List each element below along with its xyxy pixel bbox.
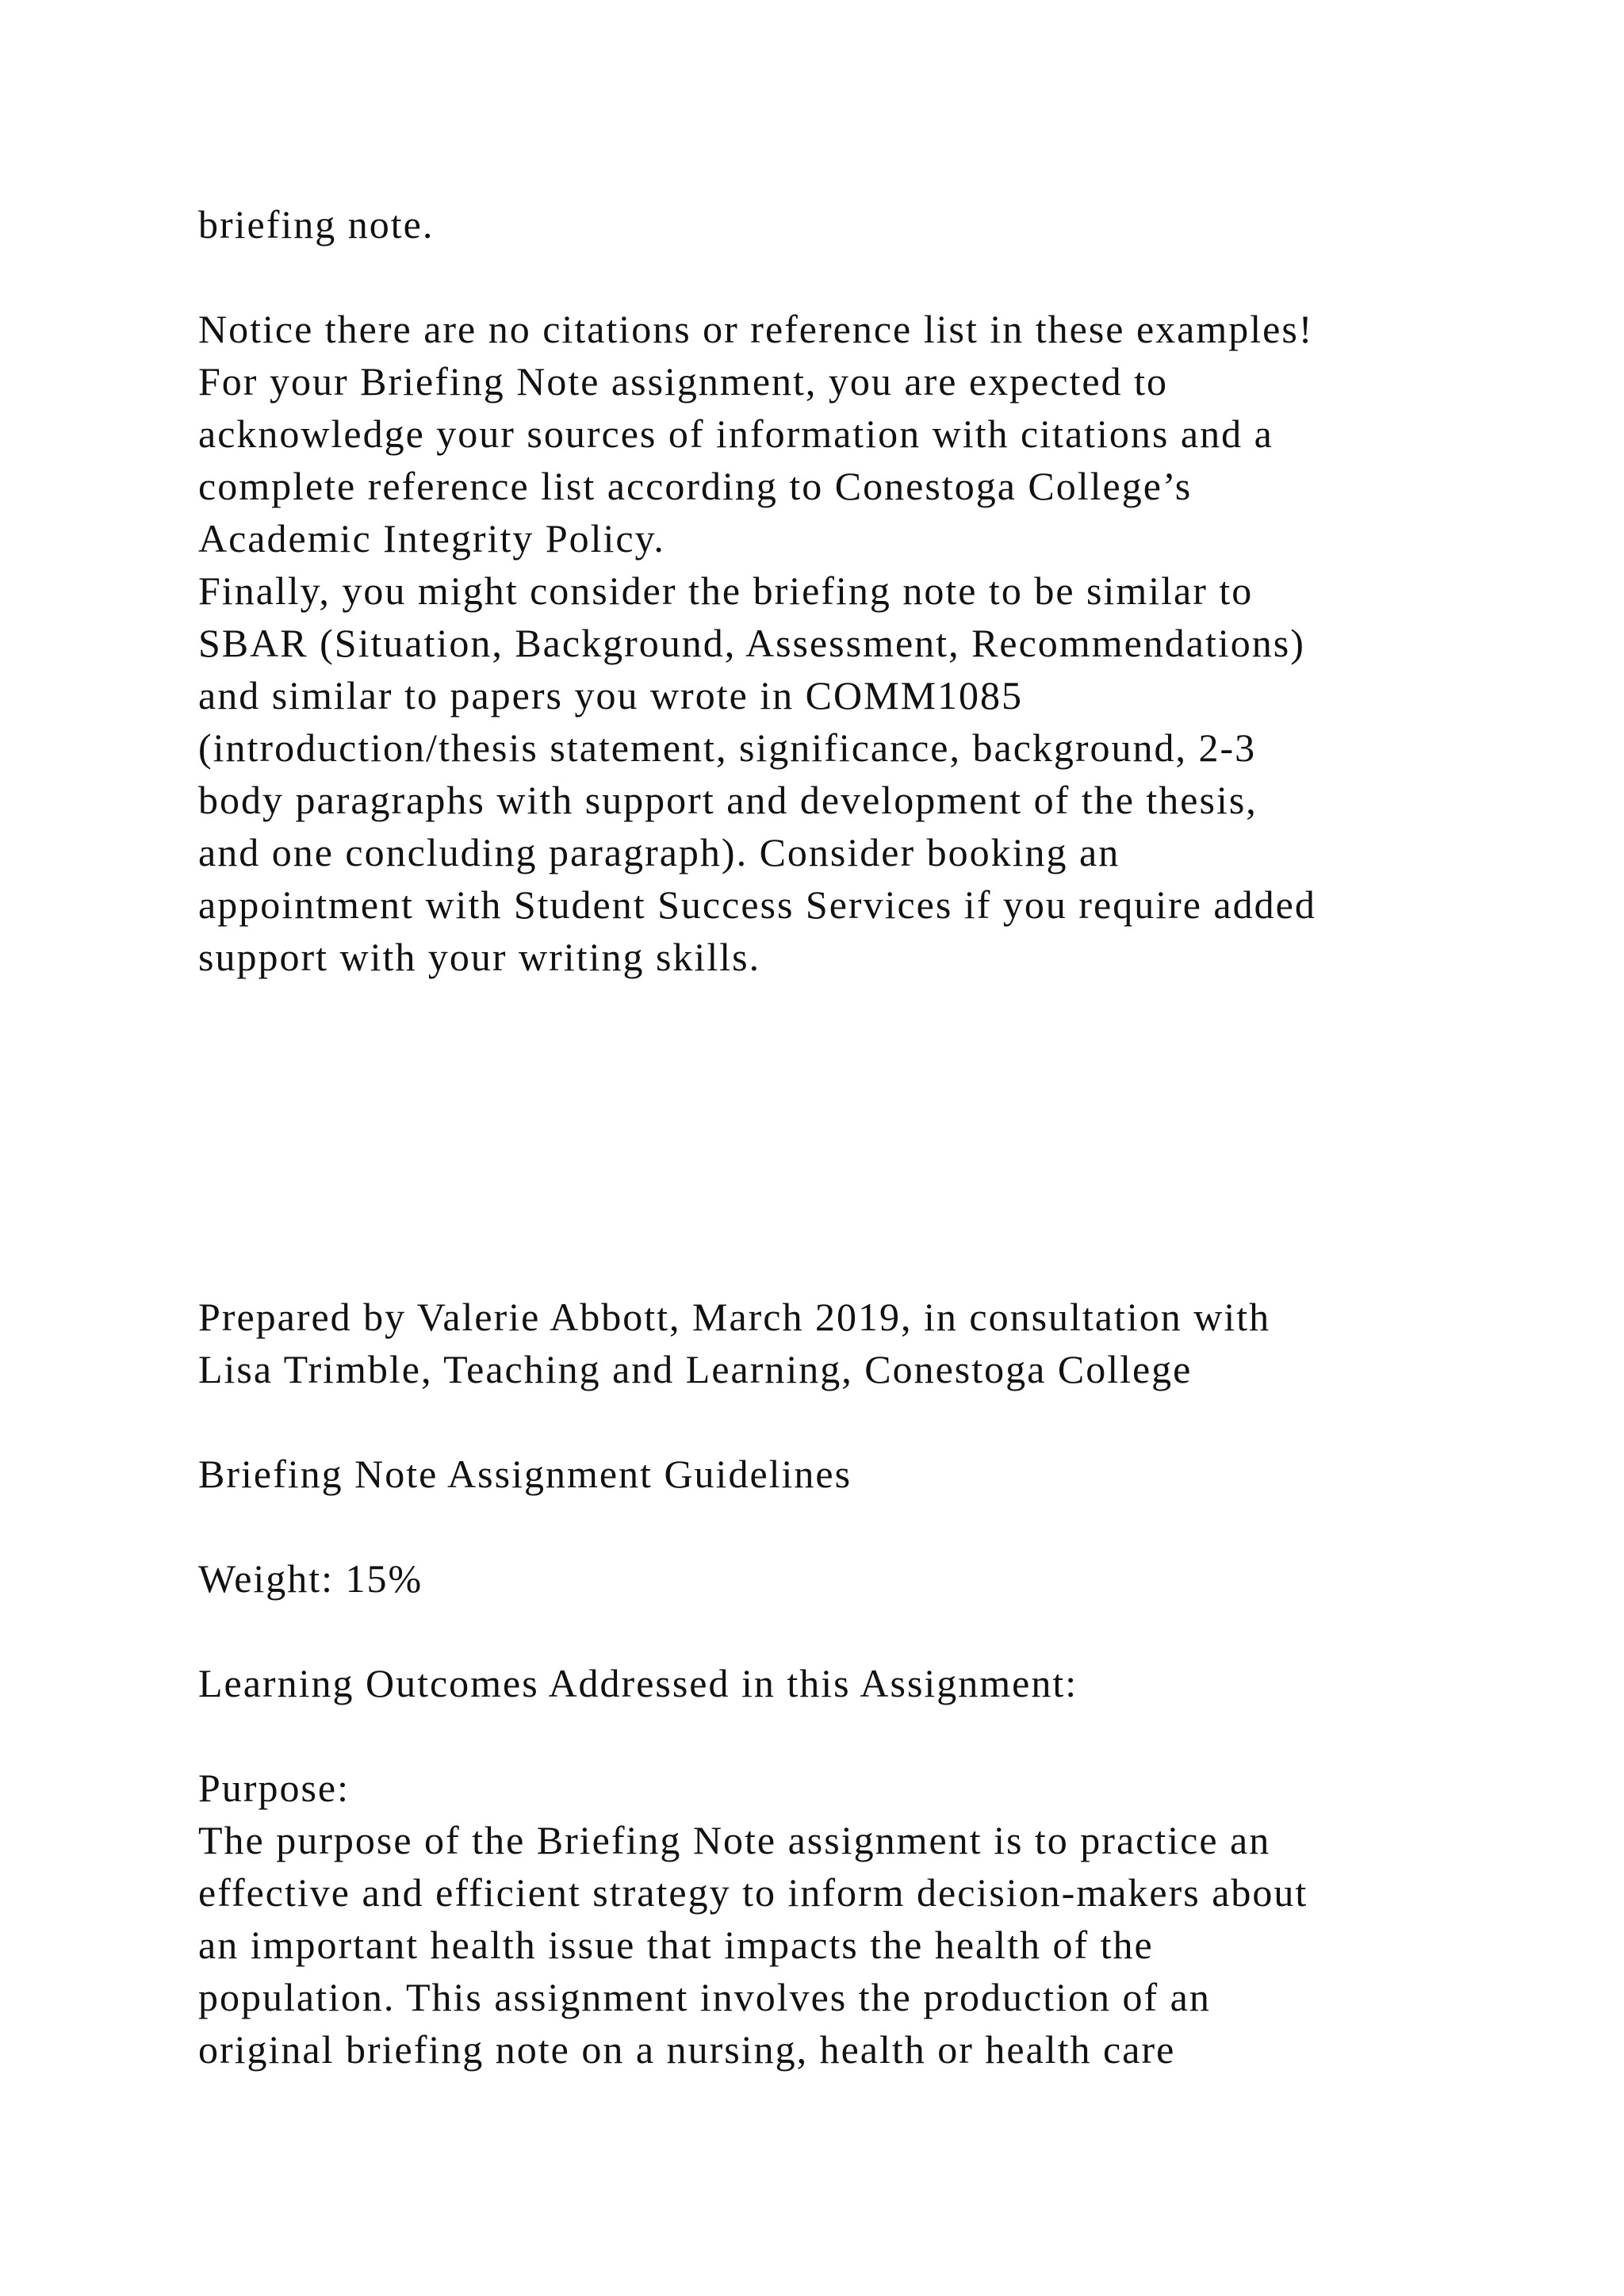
text-line: (introduction/thesis statement, significance, background, 2-3	[198, 725, 1257, 770]
text-line: Finally, you might consider the briefing note to be similar to	[198, 568, 1254, 613]
text-line: support with your writing skills.	[198, 935, 761, 979]
weight-line: Weight: 15%	[198, 1556, 423, 1601]
purpose-heading: Purpose:	[198, 1766, 350, 1810]
text-line: body paragraphs with support and development of the thesis,	[198, 778, 1258, 822]
text-block-bottom	[198, 1291, 1546, 2076]
text-line: briefing note.	[198, 202, 435, 247]
text-line: original briefing note on a nursing, health or health care	[198, 2027, 1176, 2072]
blank-line	[198, 251, 1546, 303]
blank-line	[198, 1395, 1546, 1448]
learning-outcomes-heading: Learning Outcomes Addressed in this Assignment:	[198, 1661, 1078, 1705]
text-line: appointment with Student Success Services if you require added	[198, 882, 1316, 927]
text-line: For your Briefing Note assignment, you are expected to	[198, 359, 1168, 404]
text-line: Prepared by Valerie Abbott, March 2019, in consultation with	[198, 1295, 1271, 1339]
text-line: and one concluding paragraph). Consider booking an	[198, 830, 1120, 874]
text-line: effective and efficient strategy to inform decision-makers about	[198, 1870, 1308, 1915]
text-line: acknowledge your sources of information with citations and a	[198, 411, 1274, 456]
text-line: Notice there are no citations or reference list in these examples!	[198, 307, 1314, 351]
blank-line	[198, 1500, 1546, 1552]
text-line: Academic Integrity Policy.	[198, 516, 665, 561]
text-line: SBAR (Situation, Background, Assessment, Recommendations)	[198, 621, 1305, 665]
section-heading: Briefing Note Assignment Guidelines	[198, 1452, 852, 1496]
text-line: population. This assignment involves the production of an	[198, 1975, 1211, 2019]
text-line: Lisa Trimble, Teaching and Learning, Conestoga College	[198, 1347, 1193, 1391]
text-line: and similar to papers you wrote in COMM1085	[198, 673, 1024, 718]
text-block-top	[198, 198, 1546, 983]
blank-line	[198, 1709, 1546, 1762]
text-line: The purpose of the Briefing Note assignment is to practice an	[198, 1818, 1271, 1862]
text-line: complete reference list according to Conestoga College’s	[198, 464, 1193, 508]
text-line: an important health issue that impacts the health of the	[198, 1923, 1154, 1967]
blank-line	[198, 1605, 1546, 1657]
